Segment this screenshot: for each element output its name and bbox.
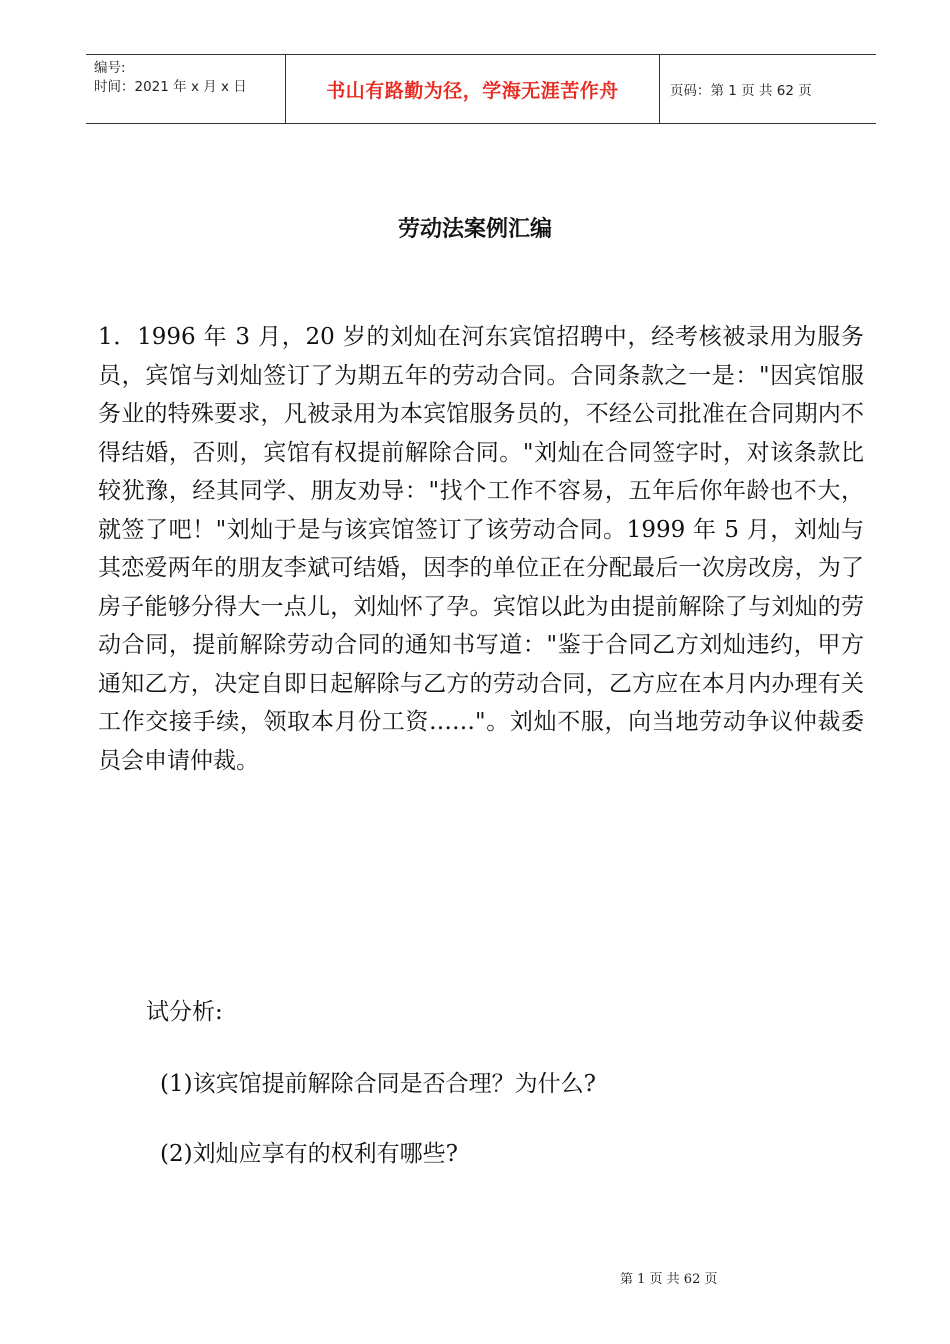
document-code-label: 编号:	[94, 60, 126, 76]
header-meta	[86, 55, 286, 123]
analyze-label: 试分析:	[146, 999, 223, 1025]
header-page-info: 页码：第 1 页 共 62 页	[670, 83, 812, 99]
document-time: 时间：2021 年 x 月 x 日	[94, 79, 247, 95]
page-header	[86, 54, 876, 124]
question-1: (1)该宾馆提前解除合同是否合理？为什么?	[160, 1071, 596, 1097]
case-paragraph: 1．1996 年 3 月，20 岁的刘灿在河东宾馆招聘中，经考核被录用为服务员，宾馆与刘灿签订了为期五年的劳动合同。合同条款之一是："因宾馆服务业的特殊要求，凡被录用为本宾馆服务员的，不经公司批准在合同期内不得结婚，否则，宾馆有权提前解除合同。"刘灿在合同签字时，对该条款比较犹豫，经其同学、朋友劝导："找个工作不容易，五年后你年龄也不大，就签了吧！"刘灿于是与该宾馆签订了该劳动合同。1999 年 5 月，刘灿与其恋爱两年的朋友李斌可结婚，因李的单位正在分配最后一次房改房，为了房子能够分得大一点儿，刘灿怀了孕。宾馆以此为由提前解除了与刘灿的劳动合同，提前解除劳动合同的通知书写道："鉴于合同乙方刘灿违约，甲方通知乙方，决定自即日起解除与乙方的劳动合同，乙方应在本月内办理有关工作交接手续，领取本月份工资……"。刘灿不服，向当地劳动争议仲裁委员会申请仲裁。	[98, 324, 864, 774]
footer-page-number: 第 1 页 共 62 页	[620, 1272, 718, 1287]
motto-text: 书山有路勤为径，学海无涯苦作舟	[326, 79, 619, 102]
header-motto-cell	[286, 55, 660, 123]
question-2: (2)刘灿应享有的权利有哪些?	[160, 1141, 458, 1167]
document-title: 劳动法案例汇编	[397, 216, 552, 242]
